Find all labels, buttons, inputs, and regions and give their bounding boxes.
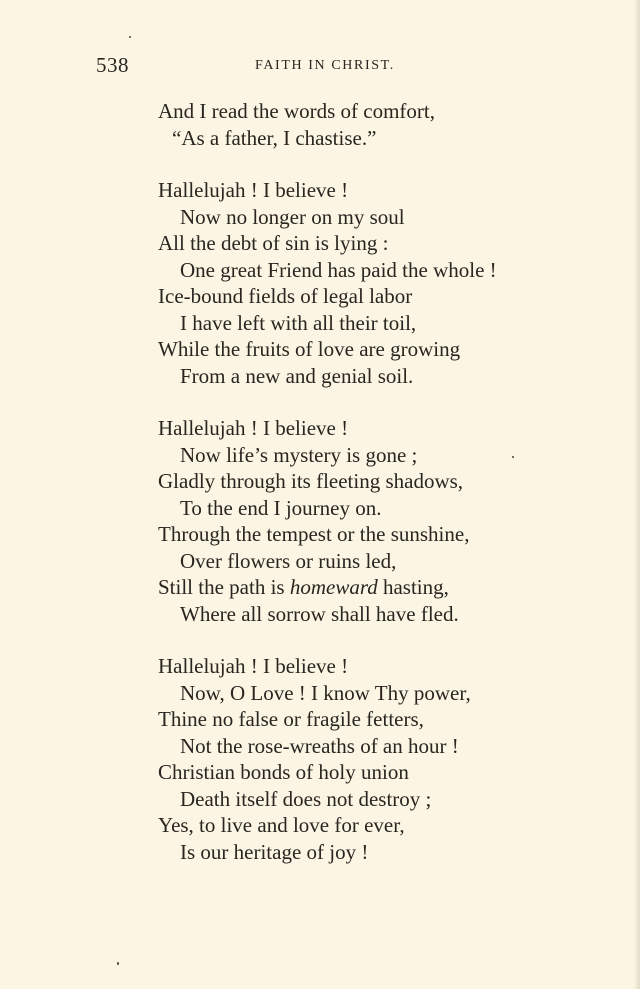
poem-line: From a new and genial soil. bbox=[180, 363, 414, 388]
poem-line: I have left with all their toil, bbox=[180, 310, 417, 335]
poem-body bbox=[158, 98, 618, 891]
poem-line bbox=[158, 574, 618, 601]
poem-line: Now, O Love ! I know Thy power, bbox=[180, 680, 471, 705]
print-speck bbox=[512, 456, 514, 458]
poem-line: All the debt of sin is lying : bbox=[158, 231, 389, 255]
poem-line: Thine no false or fragile fetters, bbox=[158, 707, 424, 731]
stanza-1 bbox=[158, 98, 618, 151]
page-number: 538 bbox=[96, 53, 129, 77]
running-title: FAITH IN CHRIST. bbox=[255, 58, 395, 73]
poem-line: Gladly through its fleeting shadows, bbox=[158, 469, 464, 493]
poem-line: While the fruits of love are growing bbox=[158, 337, 461, 361]
poem-line: One great Friend has paid the whole ! bbox=[180, 257, 497, 282]
print-speck bbox=[117, 962, 119, 965]
poem-line: Over flowers or ruins led, bbox=[180, 548, 397, 573]
poem-line: To the end I journey on. bbox=[180, 495, 382, 520]
poem-line-end: hasting, bbox=[382, 575, 449, 599]
poem-line-start: Still the path is bbox=[158, 575, 285, 599]
print-speck bbox=[129, 36, 131, 38]
page-header bbox=[0, 53, 640, 79]
poem-line: Hallelujah ! I believe ! bbox=[158, 416, 349, 440]
poem-line: Death itself does not destroy ; bbox=[180, 786, 432, 811]
poem-line: Now no longer on my soul bbox=[180, 204, 405, 229]
stanza-4 bbox=[158, 653, 618, 865]
poem-line: Not the rose-wreaths of an hour ! bbox=[180, 733, 459, 758]
stanza-3 bbox=[158, 415, 618, 627]
poem-line: Through the tempest or the sunshine, bbox=[158, 522, 470, 546]
poem-line: Where all sorrow shall have fled. bbox=[180, 601, 459, 626]
stanza-2 bbox=[158, 177, 618, 389]
poem-line: Ice-bound fields of legal labor bbox=[158, 284, 413, 308]
poem-line: Yes, to live and love for ever, bbox=[158, 813, 405, 837]
poem-line: Hallelujah ! I believe ! bbox=[158, 178, 349, 202]
poem-line: And I read the words of comfort, bbox=[158, 99, 435, 123]
poem-line: Christian bonds of holy union bbox=[158, 760, 409, 784]
poem-line: “As a father, I chastise.” bbox=[172, 125, 377, 150]
poem-line: Is our heritage of joy ! bbox=[180, 839, 369, 864]
poem-line: Hallelujah ! I believe ! bbox=[158, 654, 349, 678]
emphasized-word: homeward bbox=[289, 575, 378, 599]
page-edge-shadow bbox=[634, 0, 640, 989]
poem-line: Now life’s mystery is gone ; bbox=[180, 442, 418, 467]
